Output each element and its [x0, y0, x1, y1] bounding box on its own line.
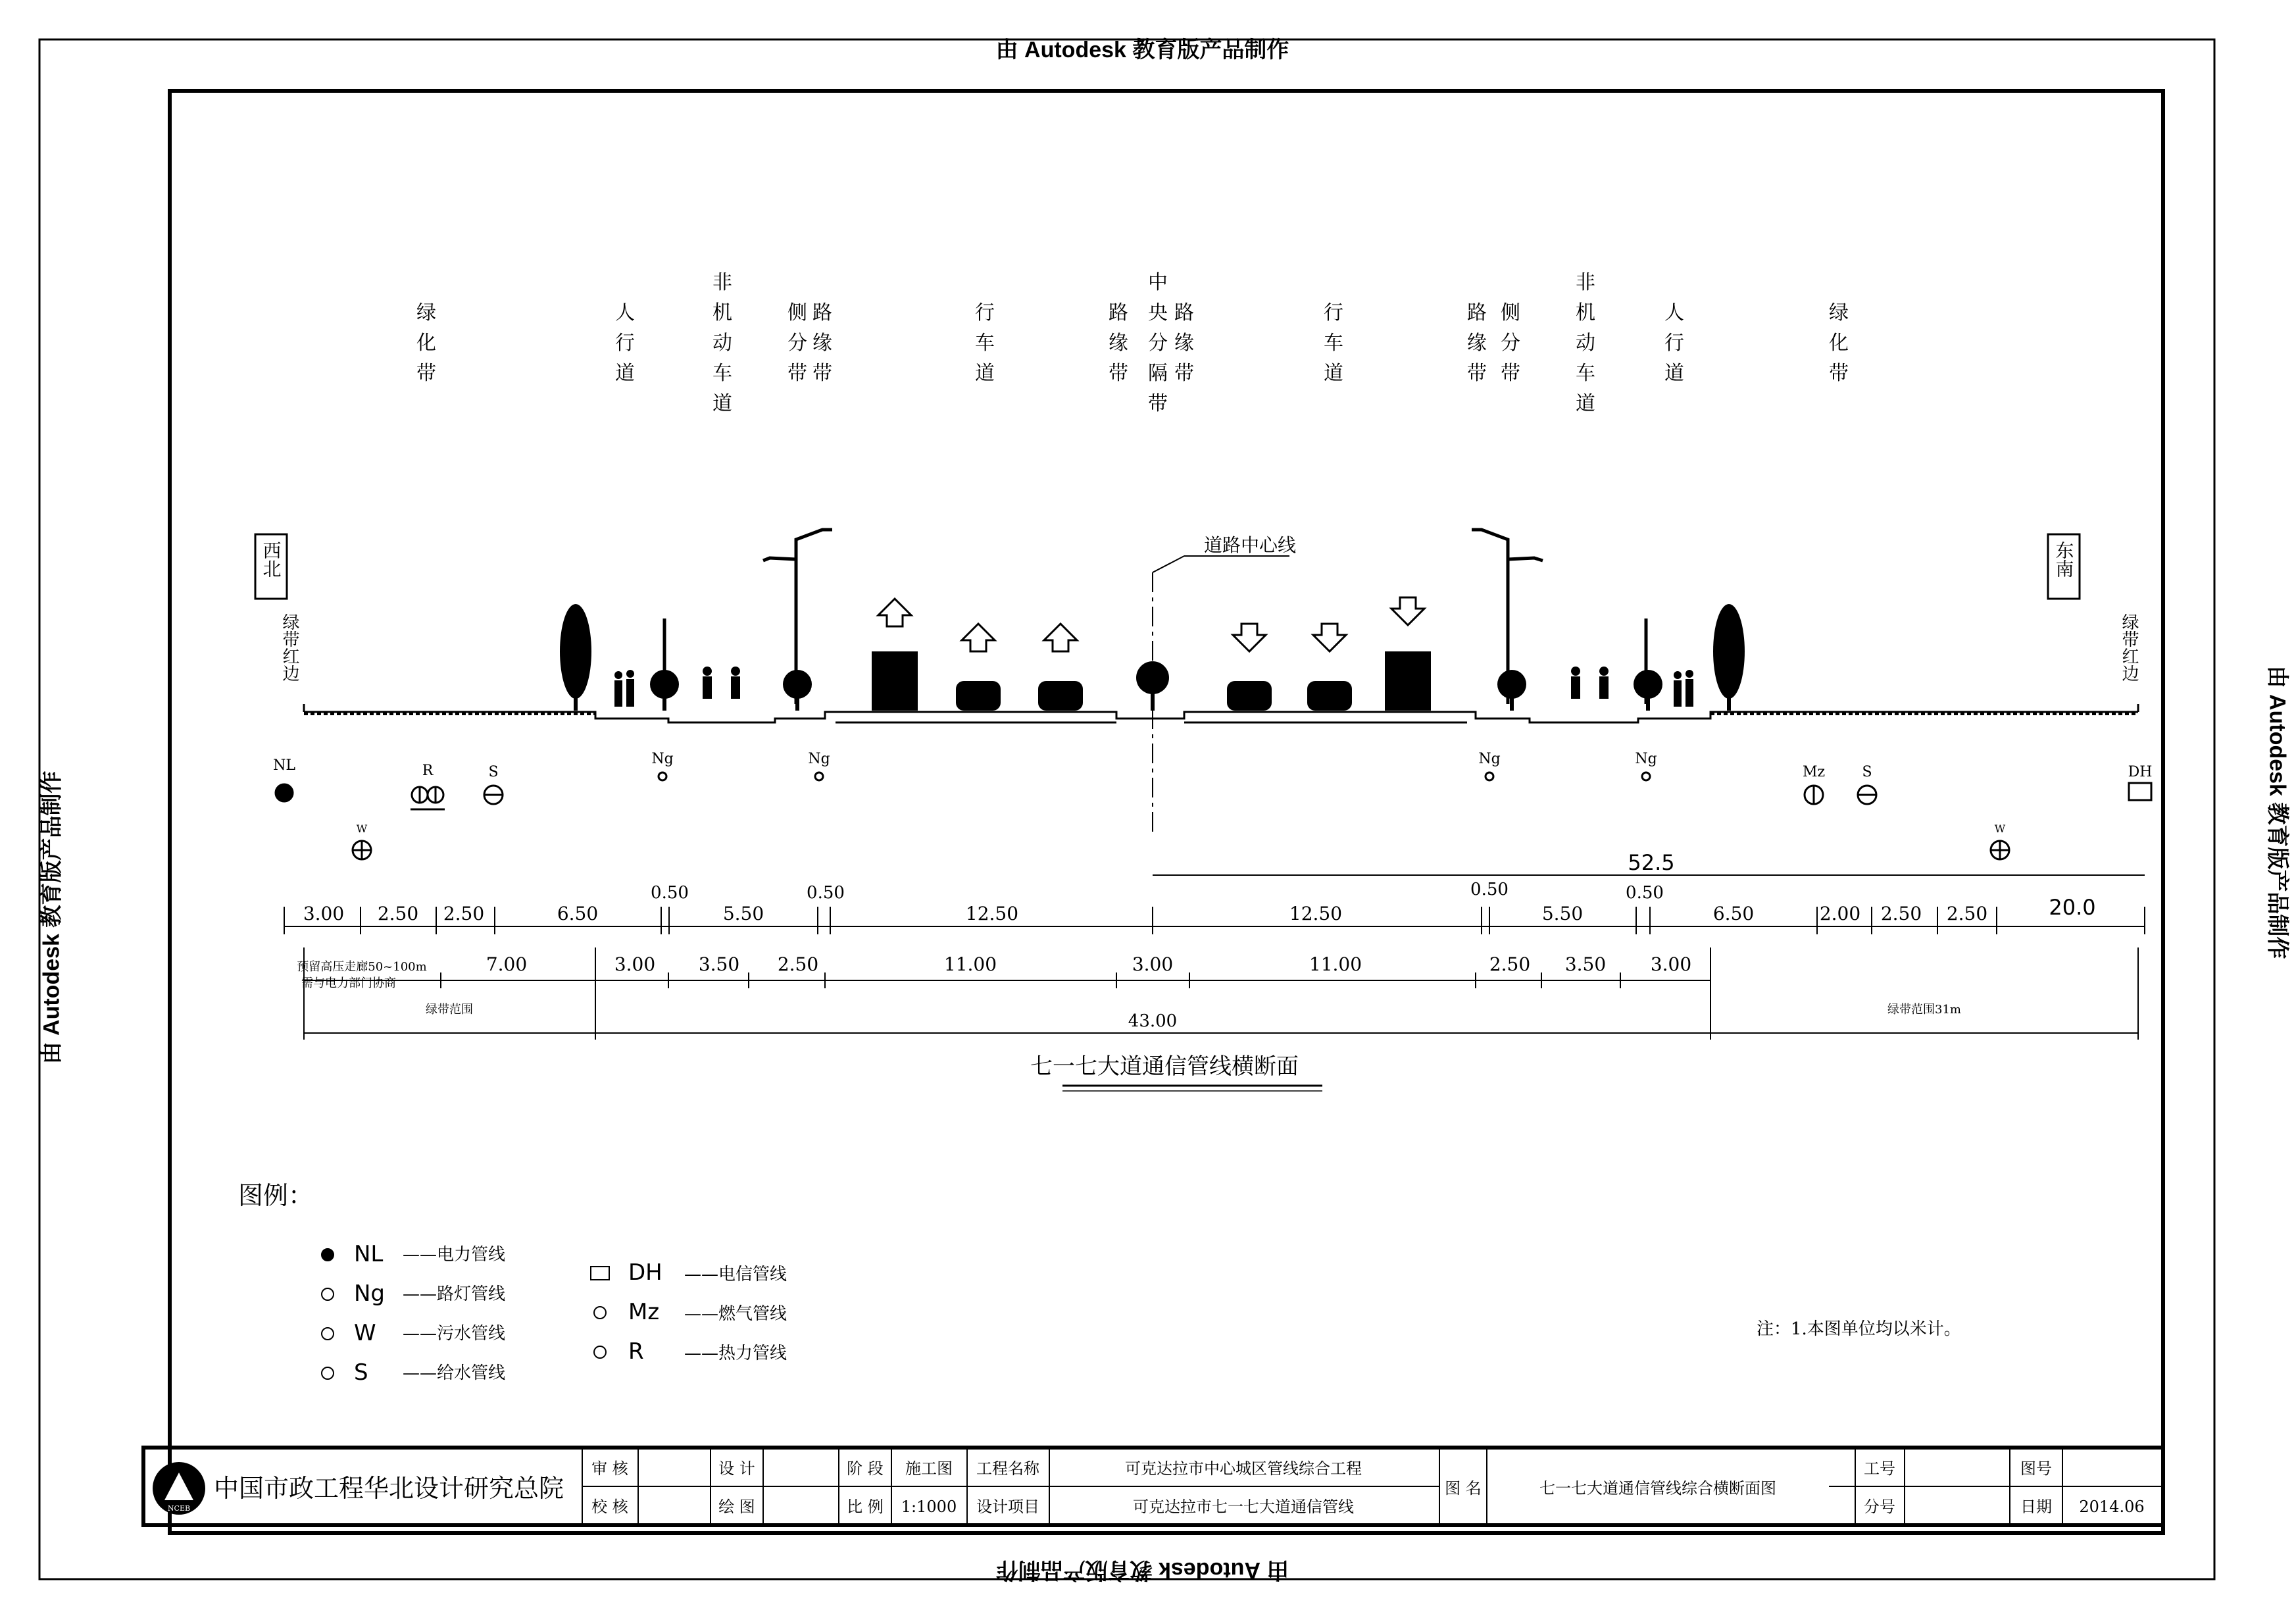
label-ng-2: Ng [808, 751, 830, 767]
zone-label-ped-l: 人行道 [615, 301, 635, 385]
legend-item-dh [591, 1259, 787, 1286]
dim-row2-value: 3.00 [614, 953, 656, 975]
label-nl: NL [273, 757, 295, 774]
tb-check: 校 核 [591, 1498, 628, 1516]
label-w-right: W [1994, 822, 2006, 835]
dim-050-a: 0.50 [651, 883, 689, 903]
legend-symbol-icon [322, 1288, 334, 1300]
zone-label-curb-l1: 路缘带 [812, 301, 832, 385]
legend-symbol-icon [322, 1249, 334, 1261]
dimension-row-1 [303, 903, 1987, 924]
label-ng-4: Ng [1635, 751, 1657, 767]
legend-desc: ——污水管线 [403, 1324, 506, 1344]
legend-right [591, 1259, 787, 1365]
road-centerline [1153, 534, 1296, 836]
direction-se-text: 东南 [2053, 541, 2075, 578]
zone-label-side-div-r: 侧分带 [1501, 301, 1520, 385]
dim-050-c: 0.50 [1470, 880, 1509, 899]
legend-left [322, 1241, 505, 1386]
dim-row1-value: 12.50 [965, 903, 1019, 924]
direction-southeast-box [2048, 534, 2080, 599]
dim-row1-value: 2.50 [443, 903, 485, 924]
reserve-note-1: 预留高压走廊50~100m [297, 960, 427, 974]
zone-label-side-div-l: 侧分带 [787, 301, 807, 385]
dimension-lines [284, 875, 2145, 1040]
legend-code: S [354, 1359, 368, 1386]
centerline-label: 道路中心线 [1204, 534, 1297, 556]
legend-item-r [594, 1338, 787, 1365]
tb-num-label: 图号 [2020, 1459, 2052, 1478]
zone-label-curb-l2: 路缘带 [1109, 301, 1128, 385]
legend-code: Ng [354, 1280, 386, 1307]
tb-item-label: 设计项目 [976, 1498, 1039, 1516]
dim-row2-value: 2.50 [1489, 953, 1531, 975]
legend-desc: ——给水管线 [403, 1363, 506, 1383]
label-mz: Mz [1802, 764, 1826, 780]
zone-label-lane-r: 行车道 [1324, 301, 1343, 385]
tb-stage-label: 阶 段 [847, 1459, 884, 1478]
ground-profile [304, 704, 2138, 722]
label-s-right: S [1862, 764, 1872, 780]
legend-desc: ——电力管线 [403, 1245, 506, 1265]
label-w-left: W [356, 822, 368, 835]
zone-label-lane-l: 行车道 [975, 301, 995, 385]
tb-date: 2014.06 [2079, 1498, 2145, 1516]
label-dh: DH [2128, 764, 2153, 780]
dim-row1-value: 2.50 [1946, 903, 1988, 924]
dimension-values [297, 850, 2095, 1031]
dim-total-52-5: 52.5 [1628, 850, 1675, 875]
legend-desc: ——燃气管线 [684, 1304, 787, 1324]
tb-design: 设 计 [718, 1459, 755, 1478]
legend-desc: ——热力管线 [684, 1344, 787, 1363]
dim-row2-value: 3.50 [698, 953, 740, 975]
dim-row2-value: 2.50 [777, 953, 819, 975]
dim-row2-value: 3.50 [1564, 953, 1607, 975]
dimension-row-2 [486, 953, 1691, 975]
dim-right-tail: 20.0 [2049, 895, 2096, 920]
dim-row2-value: 11.00 [1309, 953, 1362, 975]
direction-northwest-box [255, 534, 287, 599]
legend-code: Mz [628, 1299, 660, 1325]
green-range-right: 绿带范围31m [1887, 1003, 1961, 1017]
watermark-top: 由 Autodesk 教育版产品制作 [995, 38, 1289, 63]
tb-scale: 1:1000 [901, 1498, 957, 1516]
zone-label-median: 中央分隔带 [1148, 271, 1168, 415]
legend-code: DH [628, 1259, 662, 1286]
dim-row1-value: 3.00 [303, 903, 345, 924]
legend-code: NL [354, 1241, 384, 1267]
dim-row2-value: 7.00 [486, 953, 528, 975]
tb-project: 可克达拉市中心城区管线综合工程 [1125, 1459, 1362, 1478]
legend-symbol-icon [594, 1307, 606, 1319]
watermark-bottom: 由 Autodesk 教育版产品制作 [995, 1557, 1289, 1582]
legend-item-nl [322, 1241, 505, 1267]
note-text: 注：1.本图单位均以米计。 [1757, 1319, 1961, 1339]
tb-draw: 绘 图 [718, 1498, 755, 1516]
reserve-note-2: 需与电力部门协商 [301, 976, 396, 990]
zone-labels [416, 271, 1849, 415]
legend-symbol-icon [322, 1328, 334, 1340]
zone-label-bike-l: 非机动车道 [712, 271, 732, 415]
tb-drawing-label: 图 名 [1445, 1479, 1482, 1498]
tb-item: 可克达拉市七一七大道通信管线 [1133, 1498, 1354, 1516]
traffic-arrow-icon [878, 597, 1424, 651]
tb-drawing: 七一七大道通信管线综合横断面图 [1539, 1479, 1776, 1498]
dim-total-43: 43.00 [1128, 1011, 1178, 1031]
pipe-symbols [276, 772, 2151, 859]
dim-row1-value: 2.50 [1880, 903, 1922, 924]
tb-date-label: 日期 [2020, 1498, 2052, 1516]
dim-row1-value: 6.50 [557, 903, 599, 924]
tb-scale-label: 比 例 [847, 1498, 884, 1516]
direction-nw-text: 西北 [260, 541, 282, 578]
label-s-left: S [488, 764, 499, 780]
tb-project-label: 工程名称 [976, 1459, 1039, 1478]
label-ng-1: Ng [651, 751, 674, 767]
zone-label-green-r: 绿化带 [1829, 301, 1849, 385]
legend-code: R [628, 1338, 644, 1365]
legend-title: 图例： [238, 1181, 314, 1210]
company-name: 中国市政工程华北设计研究总院 [214, 1474, 564, 1503]
shrub-icon [650, 661, 1662, 711]
legend-item-s [322, 1359, 505, 1386]
legend-item-mz [594, 1299, 787, 1325]
tb-sub-label: 分号 [1864, 1498, 1895, 1516]
dim-row1-value: 2.50 [377, 903, 419, 924]
pipe-labels [273, 751, 2152, 835]
legend-code: W [354, 1320, 376, 1346]
dim-row1-value: 2.00 [1819, 903, 1861, 924]
zone-label-curb-r2: 路缘带 [1174, 301, 1194, 385]
section-title: 七一七大道通信管线横断面 [1030, 1053, 1299, 1080]
label-ng-3: Ng [1478, 751, 1501, 767]
dim-row1-value: 5.50 [722, 903, 764, 924]
tb-review: 审 核 [591, 1459, 628, 1478]
dim-row1-value: 6.50 [1712, 903, 1755, 924]
dim-row2-value: 3.00 [1132, 953, 1174, 975]
tb-job-label: 工号 [1864, 1459, 1895, 1478]
outer-frame [39, 39, 2214, 1579]
dim-row2-value: 11.00 [943, 953, 997, 975]
legend-desc: ——路灯管线 [403, 1284, 506, 1304]
watermark-right: 由 Autodesk 教育版产品制作 [2264, 665, 2290, 959]
legend-symbol-icon [594, 1346, 606, 1358]
green-edge-left: 绿带红边 [280, 613, 299, 682]
zone-label-bike-r: 非机动车道 [1576, 271, 1595, 415]
title-block-text [591, 1459, 2144, 1516]
zone-label-green-l: 绿化带 [416, 301, 436, 385]
green-range-left: 绿带范围 [426, 1003, 473, 1017]
legend-item-w [322, 1320, 505, 1346]
legend-desc: ——电信管线 [684, 1265, 787, 1284]
zone-label-ped-r: 人行道 [1664, 301, 1684, 385]
dim-row1-value: 12.50 [1289, 903, 1343, 924]
watermark-left: 由 Autodesk 教育版产品制作 [39, 770, 64, 1065]
dim-row2-value: 3.00 [1650, 953, 1692, 975]
dim-row1-value: 5.50 [1541, 903, 1584, 924]
green-edge-right: 绿带红边 [2119, 613, 2139, 682]
zone-label-curb-r1: 路缘带 [1467, 301, 1487, 385]
legend-symbol-icon [591, 1267, 609, 1280]
company-logo [153, 1462, 205, 1515]
logo-text: NCEB [167, 1504, 191, 1513]
dim-050-b: 0.50 [807, 883, 845, 903]
legend-symbol-icon [322, 1367, 334, 1379]
dim-050-d: 0.50 [1626, 883, 1664, 903]
label-r: R [422, 763, 434, 779]
legend-item-ng [322, 1280, 505, 1307]
tb-stage: 施工图 [905, 1459, 953, 1478]
